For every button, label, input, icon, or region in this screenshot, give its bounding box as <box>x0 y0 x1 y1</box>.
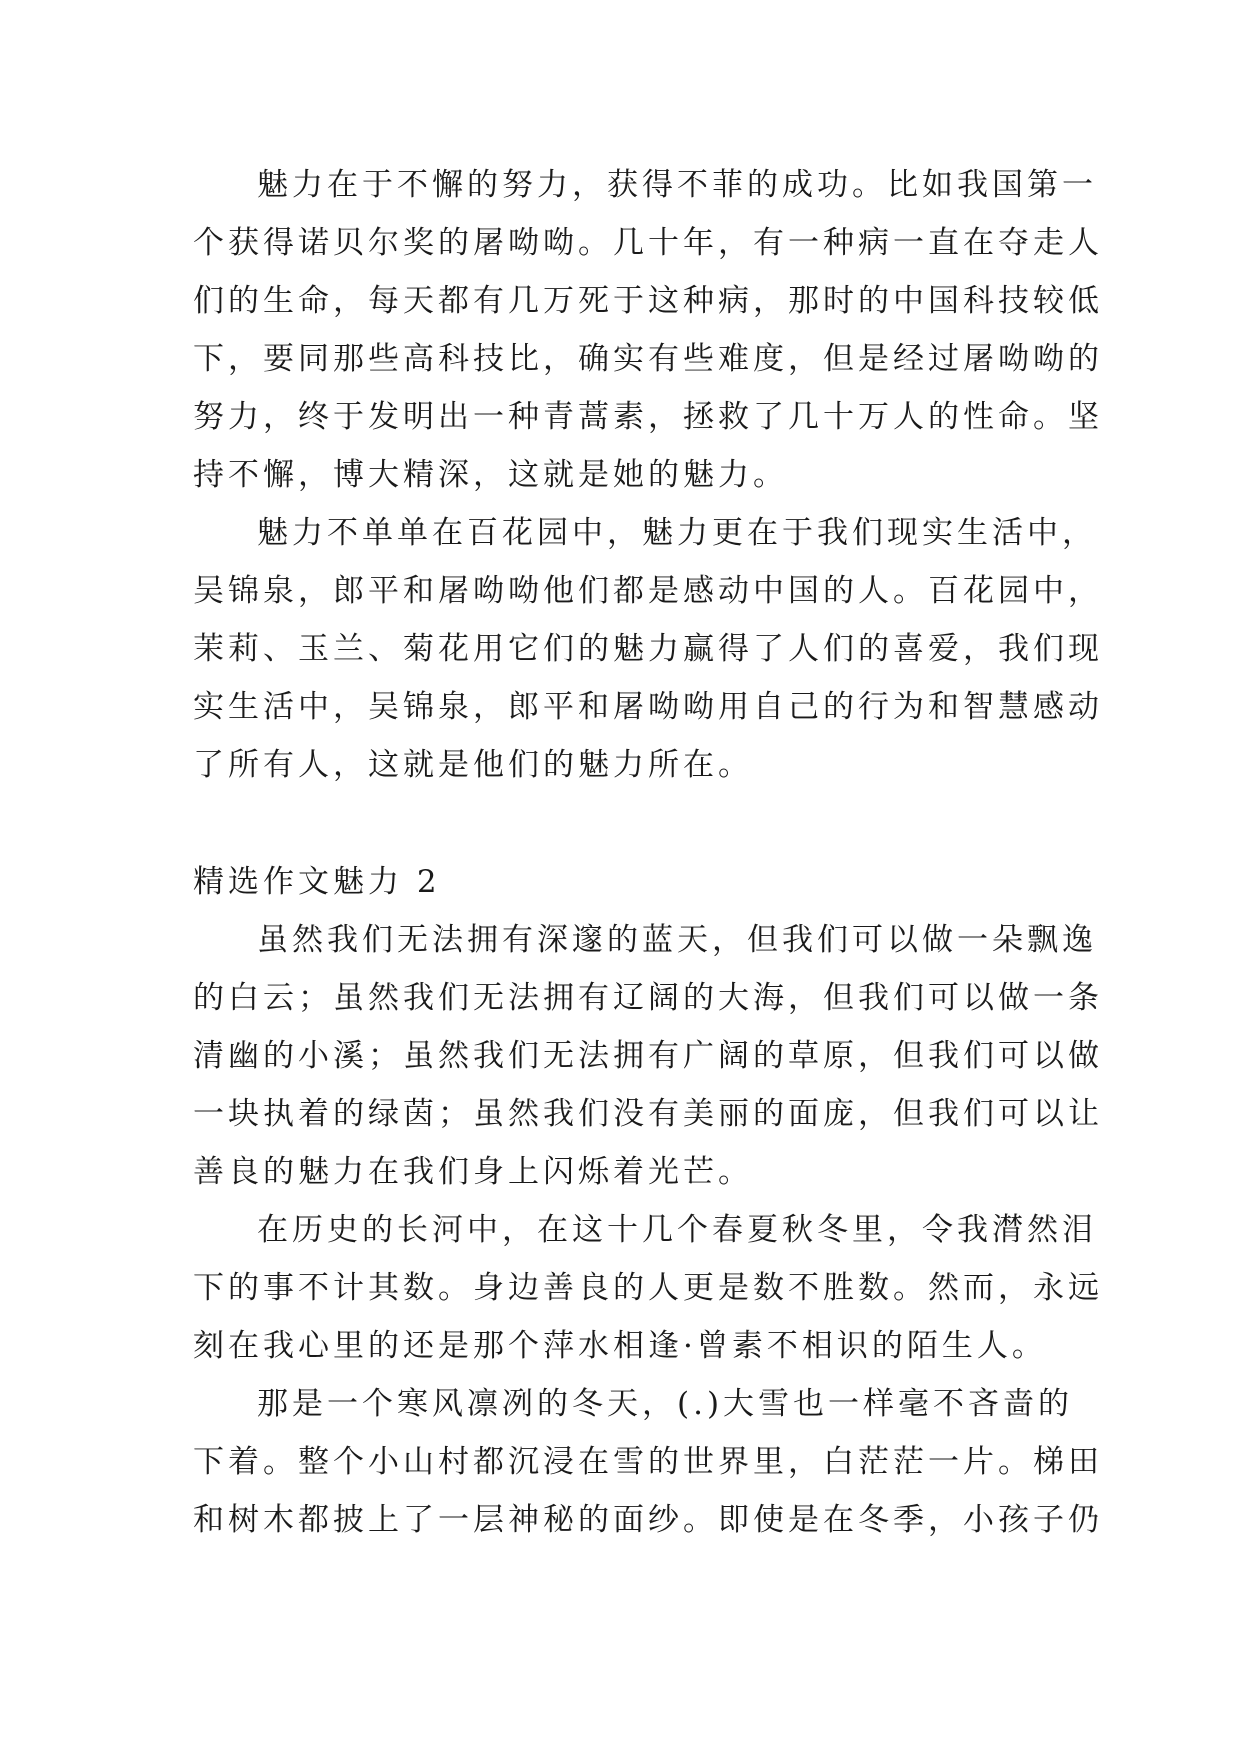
section-title-block <box>193 853 1073 911</box>
paragraph-line: 魅力不单单在百花园中，魅力更在于我们现实生活中， <box>257 515 1097 551</box>
paragraph-line: 虽然我们无法拥有深邃的蓝天，但我们可以做一朵飘逸 <box>257 922 1097 958</box>
paragraph-line: 个获得诺贝尔奖的屠呦呦。几十年，有一种病一直在夺走人 <box>193 225 1103 261</box>
paragraph-line: 一块执着的绿茵；虽然我们没有美丽的面庞，但我们可以让 <box>193 1096 1103 1132</box>
paragraph-line: 清幽的小溪；虽然我们无法拥有广阔的草原，但我们可以做 <box>193 1038 1103 1074</box>
paragraph-2 <box>193 504 1103 794</box>
paragraph-line: 们的生命，每天都有几万死于这种病，那时的中国科技较低 <box>193 283 1103 319</box>
paragraph-line: 和树木都披上了一层神秘的面纱。即使是在冬季，小孩子仍 <box>193 1502 1103 1538</box>
paragraph-line: 那是一个寒风凛冽的冬天，(.)大雪也一样毫不吝啬的 <box>257 1386 1074 1422</box>
paragraph-line: 下的事不计其数。身边善良的人更是数不胜数。然而，永远 <box>193 1270 1103 1306</box>
paragraph-line: 下着。整个小山村都沉浸在雪的世界里，白茫茫一片。梯田 <box>193 1444 1103 1480</box>
section-title: 精选作文魅力 2 <box>193 864 441 900</box>
paragraph-4 <box>193 1201 1103 1375</box>
paragraph-line: 了所有人，这就是他们的魅力所在。 <box>193 747 753 783</box>
paragraph-line: 刻在我心里的还是那个萍水相逢·曾素不相识的陌生人。 <box>193 1328 1047 1364</box>
paragraph-line: 吴锦泉，郎平和屠呦呦他们都是感动中国的人。百花园中， <box>193 573 1103 609</box>
paragraph-line: 努力，终于发明出一种青蒿素，拯救了几十万人的性命。坚 <box>193 399 1103 435</box>
paragraph-5 <box>193 1375 1103 1549</box>
paragraph-line: 实生活中，吴锦泉，郎平和屠呦呦用自己的行为和智慧感动 <box>193 689 1103 725</box>
paragraph-line: 茉莉、玉兰、菊花用它们的魅力赢得了人们的喜爱，我们现 <box>193 631 1103 667</box>
paragraph-line: 下，要同那些高科技比，确实有些难度，但是经过屠呦呦的 <box>193 341 1103 377</box>
paragraph-line: 在历史的长河中，在这十几个春夏秋冬里，令我潸然泪 <box>257 1212 1097 1248</box>
paragraph-line: 持不懈，博大精深，这就是她的魅力。 <box>193 457 788 493</box>
paragraph-line: 善良的魅力在我们身上闪烁着光芒。 <box>193 1154 753 1190</box>
paragraph-3 <box>193 911 1103 1201</box>
paragraph-line: 的白云；虽然我们无法拥有辽阔的大海，但我们可以做一条 <box>193 980 1103 1016</box>
paragraph-1 <box>193 156 1103 504</box>
paragraph-line: 魅力在于不懈的努力，获得不菲的成功。比如我国第一 <box>257 167 1097 203</box>
